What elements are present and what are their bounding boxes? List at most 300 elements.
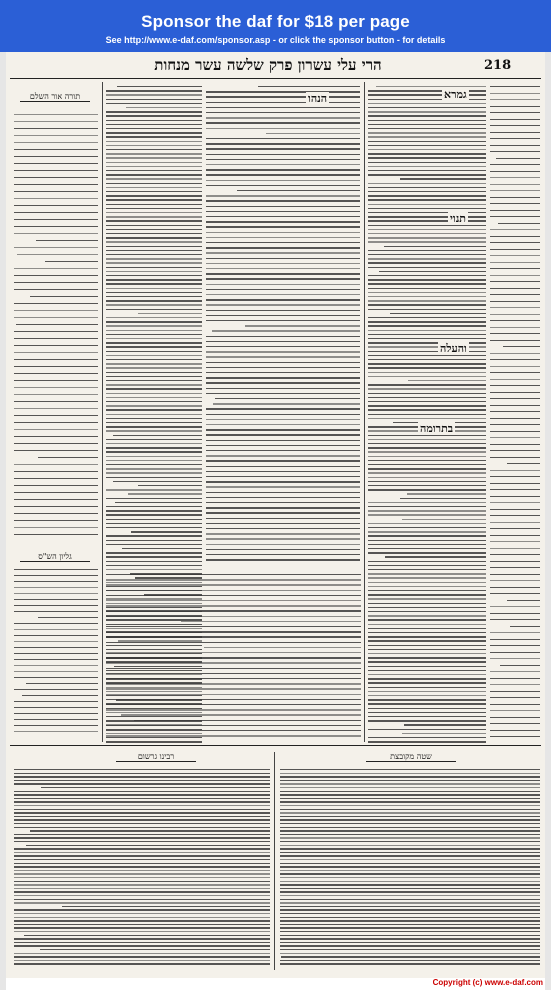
text-line: [368, 288, 486, 289]
text-line: [280, 819, 540, 820]
text-line: [14, 142, 98, 143]
text-line: [368, 275, 486, 276]
text-line: [206, 122, 360, 123]
text-line: [368, 212, 486, 213]
text-line: [490, 574, 540, 575]
text-line: [106, 388, 202, 389]
text-line: [106, 330, 202, 331]
text-line: [490, 548, 540, 549]
text-line: [490, 619, 540, 620]
gemara-continuation: [106, 572, 361, 742]
text-line: [368, 577, 486, 578]
text-line: [368, 300, 486, 301]
text-line: [490, 145, 540, 146]
text-line: [106, 694, 361, 695]
text-line: [206, 408, 360, 409]
copyright-footer[interactable]: Copyright (c) www.e-daf.com: [432, 978, 543, 987]
text-line: [106, 506, 202, 507]
text-line: [206, 377, 360, 378]
text-line: [280, 805, 540, 806]
text-line: [14, 635, 98, 636]
text-line: [106, 426, 202, 427]
text-line: [106, 574, 361, 575]
text-line: [280, 841, 540, 842]
text-line: [14, 873, 270, 874]
text-line: [280, 830, 540, 831]
text-line: [368, 737, 486, 738]
text-line: [368, 279, 486, 280]
text-line: [14, 513, 98, 514]
text-line: [206, 180, 360, 181]
text-line: [280, 852, 540, 853]
text-line: [368, 531, 486, 532]
text-line: [490, 236, 540, 237]
text-line: [26, 683, 98, 684]
text-line: [490, 333, 540, 334]
text-line: [115, 502, 202, 503]
text-line: [106, 498, 202, 499]
text-line: [368, 183, 486, 184]
text-line: [368, 103, 486, 104]
text-line: [106, 124, 202, 125]
text-line: [490, 275, 540, 276]
text-line: [368, 569, 486, 570]
text-line: [390, 313, 486, 314]
text-line: [206, 466, 360, 467]
text-line: [490, 476, 540, 477]
text-line: [14, 499, 98, 500]
text-line: [490, 515, 540, 516]
text-line: [206, 414, 360, 415]
shita-mekubetzet-text: [280, 767, 540, 967]
text-line: [106, 300, 202, 301]
text-line: [14, 859, 270, 860]
text-line: [106, 527, 202, 528]
text-line: [496, 158, 540, 159]
catchword: תנוי: [450, 212, 466, 225]
text-line: [368, 703, 486, 704]
header-rule: [10, 78, 541, 79]
text-line: [490, 528, 540, 529]
text-line: [106, 208, 202, 209]
text-line: [368, 145, 486, 146]
text-line: [368, 372, 486, 373]
text-line: [368, 741, 486, 742]
text-line: [280, 899, 540, 900]
text-line: [14, 895, 270, 896]
text-line: [14, 575, 98, 576]
text-line: [206, 367, 360, 368]
text-line: [490, 710, 540, 711]
text-line: [14, 205, 98, 206]
text-line: [14, 870, 270, 871]
text-line: [206, 304, 360, 305]
text-line: [122, 548, 202, 549]
text-line: [106, 233, 202, 234]
text-line: [490, 268, 540, 269]
text-line: [280, 877, 540, 878]
text-line: [106, 309, 202, 310]
text-line: [368, 225, 486, 226]
text-line: [206, 471, 360, 472]
catchword: בתרומה: [420, 422, 454, 435]
text-line: [368, 325, 486, 326]
text-line: [206, 237, 360, 238]
text-line: [106, 225, 202, 226]
text-line: [14, 359, 98, 360]
text-line: [368, 489, 486, 490]
text-line: [368, 384, 486, 385]
text-line: [280, 780, 540, 781]
text-line: [498, 223, 540, 224]
text-line: [14, 317, 98, 318]
text-line: [368, 187, 486, 188]
text-line: [38, 457, 98, 458]
text-line: [368, 162, 486, 163]
text-line: [368, 666, 486, 667]
text-line: [106, 735, 361, 736]
text-line: [368, 451, 486, 452]
text-line: [280, 895, 540, 896]
text-line: [368, 573, 486, 574]
text-line: [106, 363, 202, 364]
text-line: [14, 641, 98, 642]
text-line: [206, 424, 360, 425]
text-line: [106, 556, 202, 557]
text-line: [206, 102, 360, 103]
text-line: [14, 422, 98, 423]
text-line: [206, 434, 360, 435]
text-line: [206, 559, 360, 560]
text-line: [368, 674, 486, 675]
text-line: [14, 956, 270, 957]
text-line: [106, 414, 202, 415]
text-line: [14, 659, 98, 660]
text-line: [138, 485, 202, 486]
text-line: [106, 565, 202, 566]
text-line: [490, 671, 540, 672]
text-line: [106, 456, 202, 457]
talmud-page-scan: [6, 52, 545, 978]
text-line: [206, 362, 360, 363]
text-line: [14, 809, 270, 810]
text-line: [22, 695, 98, 696]
text-line: [368, 456, 486, 457]
text-line: [126, 107, 202, 108]
text-line: [106, 166, 202, 167]
text-line: [368, 321, 486, 322]
text-line: [106, 523, 202, 524]
text-line: [106, 174, 202, 175]
text-line: [41, 787, 270, 788]
text-line: [490, 340, 540, 341]
text-line: [368, 472, 486, 473]
text-line: [368, 136, 486, 137]
text-line: [215, 398, 360, 399]
text-line: [106, 187, 202, 188]
text-line: [368, 678, 486, 679]
text-line: [490, 431, 540, 432]
text-line: [14, 170, 98, 171]
text-line: [14, 247, 98, 248]
text-line: [14, 191, 98, 192]
text-line: [106, 267, 202, 268]
text-line: [490, 184, 540, 185]
text-line: [106, 704, 361, 705]
text-line: [14, 953, 270, 954]
text-line: [490, 164, 540, 165]
text-line: [106, 283, 202, 284]
text-line: [368, 460, 486, 461]
text-line: [206, 278, 360, 279]
text-line: [14, 520, 98, 521]
text-line: [14, 198, 98, 199]
text-line: [490, 171, 540, 172]
text-line: [106, 443, 202, 444]
text-line: [206, 107, 360, 108]
text-line: [106, 304, 202, 305]
text-line: [106, 376, 202, 377]
banner-subtitle[interactable]: See http://www.e-daf.com/sponsor.asp - or click the sponsor button - for details: [105, 35, 446, 45]
text-line: [490, 197, 540, 198]
box-label-shita-mekubetzet: שטה מקובצת: [366, 752, 456, 762]
text-line: [280, 776, 540, 777]
text-line: [280, 942, 540, 943]
text-line: [368, 523, 486, 524]
text-line: [490, 281, 540, 282]
rashi-column: [368, 84, 486, 744]
text-line: [121, 714, 361, 715]
text-line: [280, 917, 540, 918]
text-line: [280, 888, 540, 889]
text-line: [106, 384, 202, 385]
text-line: [14, 569, 98, 570]
text-line: [106, 229, 202, 230]
text-line: [237, 190, 360, 191]
text-line: [14, 429, 98, 430]
text-line: [206, 502, 360, 503]
text-line: [245, 325, 360, 326]
text-line: [490, 216, 540, 217]
text-line: [206, 497, 360, 498]
text-line: [368, 405, 486, 406]
text-line: [280, 902, 540, 903]
text-line: [106, 405, 202, 406]
text-line: [404, 724, 486, 725]
text-line: [14, 888, 270, 889]
text-line: [45, 261, 98, 262]
box-label-rabbeinu-gershom: רבינו גרשום: [116, 752, 196, 762]
text-line: [368, 447, 486, 448]
text-line: [14, 605, 98, 606]
text-line: [368, 443, 486, 444]
text-line: [368, 548, 486, 549]
text-line: [14, 798, 270, 799]
text-line: [106, 544, 202, 545]
gemara-column: [206, 84, 360, 564]
text-line: [368, 418, 486, 419]
text-line: [106, 258, 202, 259]
text-line: [131, 531, 202, 532]
text-line: [14, 492, 98, 493]
text-line: [368, 657, 486, 658]
text-line: [38, 617, 98, 618]
text-line: [14, 834, 270, 835]
text-line: [14, 719, 98, 720]
text-line: [503, 346, 540, 347]
text-line: [14, 275, 98, 276]
text-line: [280, 866, 540, 867]
text-line: [490, 385, 540, 386]
text-line: [490, 561, 540, 562]
text-line: [206, 159, 360, 160]
text-line: [490, 450, 540, 451]
text-line: [14, 819, 270, 820]
text-line: [206, 268, 360, 269]
text-line: [106, 325, 202, 326]
text-line: [490, 203, 540, 204]
text-line: [490, 580, 540, 581]
text-line: [206, 393, 360, 394]
text-line: [402, 519, 486, 520]
text-line: [206, 232, 360, 233]
text-line: [14, 945, 270, 946]
text-line: [206, 91, 360, 92]
text-line: [128, 493, 202, 494]
text-line: [490, 372, 540, 373]
text-line: [368, 619, 486, 620]
text-line: [368, 393, 486, 394]
text-line: [106, 595, 361, 596]
text-line: [368, 661, 486, 662]
sponsor-banner[interactable]: [0, 0, 551, 52]
text-line: [368, 330, 486, 331]
column-divider: [102, 82, 103, 742]
text-line: [213, 403, 360, 404]
text-line: [14, 623, 98, 624]
text-line: [14, 801, 270, 802]
text-line: [368, 582, 486, 583]
text-line: [368, 632, 486, 633]
right-margin-strip: [545, 52, 551, 990]
text-line: [106, 132, 202, 133]
text-line: [14, 960, 270, 961]
text-line: [106, 204, 202, 205]
text-line: [490, 210, 540, 211]
text-line: [14, 527, 98, 528]
text-line: [14, 387, 98, 388]
text-line: [490, 639, 540, 640]
text-line: [368, 124, 486, 125]
text-line: [490, 717, 540, 718]
text-line: [280, 953, 540, 954]
text-line: [368, 304, 486, 305]
text-line: [206, 211, 360, 212]
text-line: [368, 712, 486, 713]
text-line: [206, 320, 360, 321]
text-line: [368, 615, 486, 616]
text-line: [14, 769, 270, 770]
text-line: [400, 178, 486, 179]
text-line: [280, 794, 540, 795]
text-line: [106, 153, 202, 154]
text-line: [206, 440, 360, 441]
text-line: [368, 481, 486, 482]
page-number: 218: [484, 58, 512, 73]
text-line: [280, 798, 540, 799]
text-line: [368, 586, 486, 587]
text-line: [368, 220, 486, 221]
text-line: [106, 120, 202, 121]
text-line: [206, 263, 360, 264]
text-line: [280, 913, 540, 914]
text-line: [490, 678, 540, 679]
text-line: [258, 86, 360, 87]
text-line: [14, 731, 98, 732]
text-line: [106, 246, 202, 247]
text-line: [280, 870, 540, 871]
text-line: [14, 701, 98, 702]
text-line: [181, 621, 361, 622]
text-line: [106, 584, 361, 585]
text-line: [280, 935, 540, 936]
text-line: [14, 647, 98, 648]
text-line: [14, 805, 270, 806]
text-line: [14, 464, 98, 465]
text-line: [280, 848, 540, 849]
text-line: [280, 845, 540, 846]
text-line: [490, 522, 540, 523]
text-line: [368, 708, 486, 709]
text-line: [368, 628, 486, 629]
text-line: [106, 128, 202, 129]
text-line: [14, 791, 270, 792]
text-line: [490, 613, 540, 614]
text-line: [206, 284, 360, 285]
text-line: [368, 216, 486, 217]
text-line: [368, 262, 486, 263]
text-line: [14, 303, 98, 304]
text-line: [490, 405, 540, 406]
text-line: [14, 891, 270, 892]
text-line: [280, 859, 540, 860]
text-line: [206, 294, 360, 295]
banner-title[interactable]: Sponsor the daf for $18 per page: [141, 12, 410, 31]
text-line: [14, 345, 98, 346]
text-line: [106, 149, 202, 150]
text-line: [14, 289, 98, 290]
text-line: [280, 881, 540, 882]
text-line: [206, 154, 360, 155]
text-line: [106, 730, 361, 731]
text-line: [500, 665, 540, 666]
text-line: [368, 153, 486, 154]
text-line: [206, 419, 360, 420]
text-line: [280, 791, 540, 792]
text-line: [368, 229, 486, 230]
text-line: [368, 464, 486, 465]
text-line: [106, 430, 202, 431]
text-line: [206, 148, 360, 149]
text-line: [368, 401, 486, 402]
text-line: [106, 610, 361, 611]
text-line: [266, 133, 360, 134]
text-line: [280, 863, 540, 864]
text-line: [14, 212, 98, 213]
text-line: [490, 255, 540, 256]
text-line: [106, 380, 202, 381]
text-line: [14, 837, 270, 838]
